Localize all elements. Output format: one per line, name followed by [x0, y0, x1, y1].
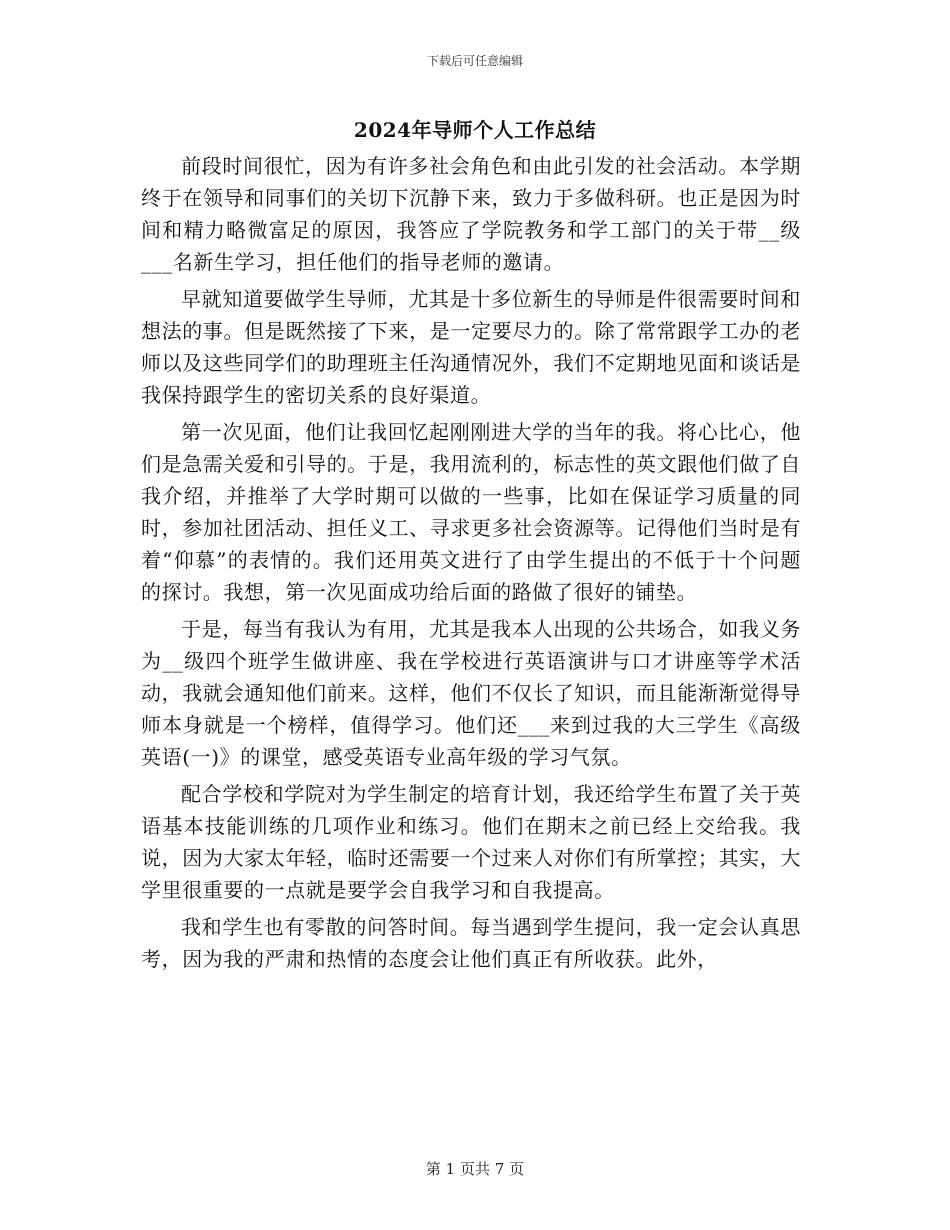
- page-header-note: 下载后可任意编辑: [426, 54, 523, 68]
- paragraph: 配合学校和学院对为学生制定的培育计划，我还给学生布置了关于英语基本技能训练的几项作业和练习。他们在期末之前已经上交给我。我说，因为大家太年轻，临时还需要一个过来人对你们有所掌控；其实，大学里很重要的一点就是要学会自我学习和自我提高。: [141, 782, 801, 902]
- document-body: [141, 150, 801, 975]
- paragraph: 我和学生也有零散的问答时间。每当遇到学生提问，我一定会认真思考，因为我的严肃和热情的态度会让他们真正有所收获。此外，: [141, 915, 801, 971]
- document-title: 2024年导师个人工作总结: [353, 118, 597, 142]
- paragraph: 第一次见面，他们让我回忆起刚刚进大学的当年的我。将心比心，他们是急需关爱和引导的。于是，我用流利的，标志性的英文跟他们做了自我介绍，并推举了大学时期可以做的一些事，比如在保证学习质量的同时，参加社团活动、担任义工、寻求更多社会资源等。记得他们当时是有着“仰慕”的表情的。我们还用英文进行了由学生提出的不低于十个问题的探讨。我想，第一次见面成功给后面的路做了很好的铺垫。: [141, 420, 801, 604]
- paragraph: 于是，每当有我认为有用，尤其是我本人出现的公共场合，如我义务为__级四个班学生做讲座、我在学校进行英语演讲与口才讲座等学术活动，我就会通知他们前来。这样，他们不仅长了知识，而且能渐渐觉得导师本身就是一个榜样，值得学习。他们还___来到过我的大三学生《高级英语(一)》的课堂，感受英语专业高年级的学习气氛。: [141, 617, 801, 769]
- page-number: 第 1 页共 7 页: [425, 1160, 525, 1178]
- paragraph: 前段时间很忙，因为有许多社会角色和由此引发的社会活动。本学期终于在领导和同事们的关切下沉静下来，致力于多做科研。也正是因为时间和精力略微富足的原因，我答应了学院教务和学工部门的关于带__级___名新生学习，担任他们的指导老师的邀请。: [141, 154, 801, 274]
- paragraph: 早就知道要做学生导师，尤其是十多位新生的导师是件很需要时间和想法的事。但是既然接了下来，是一定要尽力的。除了常常跟学工办的老师以及这些同学们的助理班主任沟通情况外，我们不定期地见面和谈话是我保持跟学生的密切关系的良好渠道。: [141, 287, 801, 407]
